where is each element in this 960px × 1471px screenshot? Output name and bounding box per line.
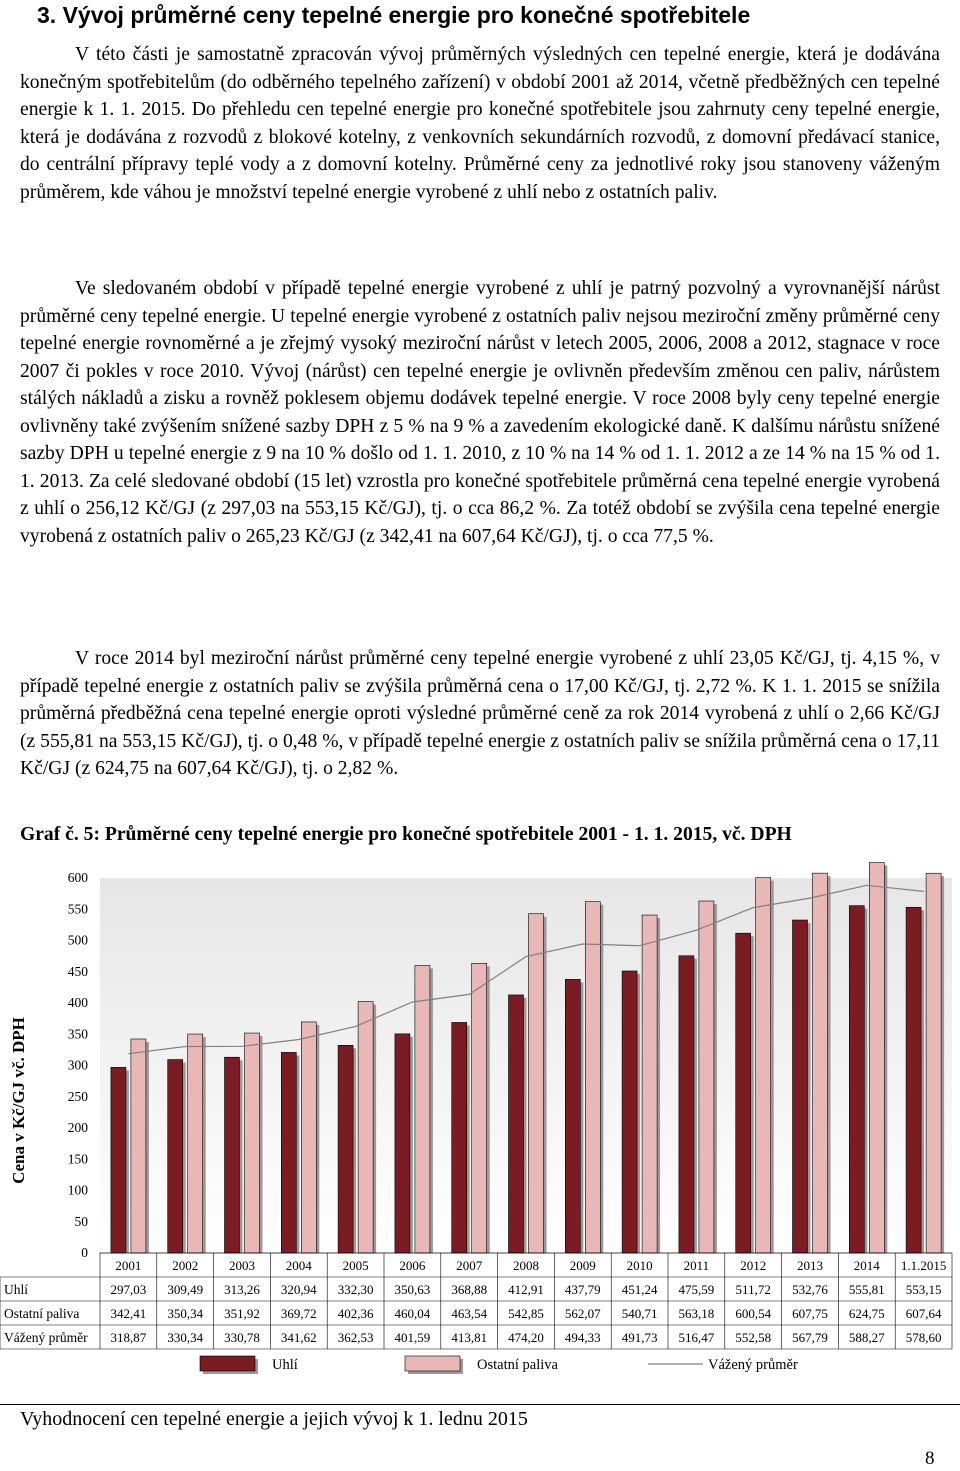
bar-ostatni-paliva: [529, 914, 544, 1253]
paragraph-development: Ve sledovaném období v případě tepelné energie vyrobené z uhlí je patrný pozvolný a vyrovnanější nárůst průměrné ceny tepelné energie. U tepelné energie vyrobené z ostatních paliv nejsou meziroční změny průměrné ceny tepelné energie rovnoměrné a je zřejmý vysoký meziroční nárůst v letech 2005, 2006, 2008 a 2012, stagnace v roce 2007 či pokles v roce 2010. Vývoj (nárůst) cen tepelné energie je ovlivněn především změnou cen paliv, nárůstem stálých nákladů a zisku a rovněž poklesem objemu dodávek tepelné energie. V roce 2008 byly ceny tepelné energie ovlivněny také zvýšením snížené sazby DPH z 5 % na 9 % a zavedením ekologické daně. K dalšímu nárůstu snížené sazby DPH u tepelné energie z 9 na 10 % došlo od 1. 1. 2010, z 10 % na 14 % od 1. 1. 2012 a ze 14 % na 15 % od 1. 1. 2013. Za celé sledované období (15 let) vzrostla pro konečné spotřebitele průměrná cena tepelné energie vyrobená z uhlí o 256,12 Kč/GJ (z 297,03 na 553,15 Kč/GJ), tj. o cca 86,2 %. Za totéž období se zvýšila cena tepelné energie vyrobená z ostatních paliv o 265,23 Kč/GJ (z 342,41 na 607,64 Kč/GJ), tj. o cca 77,5 %.: [20, 278, 940, 547]
bar-ostatni-paliva: [585, 902, 600, 1253]
y-tick-label: 450: [67, 963, 88, 979]
data-label: 463,54: [451, 1306, 488, 1321]
data-label: 578,60: [905, 1330, 942, 1345]
data-label: 313,26: [224, 1282, 260, 1297]
data-label: 600,54: [735, 1306, 772, 1321]
table-row-label: Ostatní paliva: [4, 1306, 80, 1321]
data-label: 332,30: [337, 1282, 374, 1297]
data-label: 516,47: [678, 1330, 715, 1345]
bar-ostatni-paliva: [926, 873, 941, 1253]
data-label: 368,88: [451, 1282, 488, 1297]
y-tick-label: 250: [67, 1088, 88, 1104]
data-label: 320,94: [280, 1282, 317, 1297]
bar-uhli: [509, 995, 524, 1253]
x-tick-label: 2003: [229, 1258, 255, 1273]
bar-ostatni-paliva: [301, 1022, 316, 1253]
y-tick-label: 350: [67, 1026, 88, 1042]
x-tick-label: 2005: [342, 1258, 369, 1273]
data-label: 511,72: [735, 1282, 771, 1297]
data-label: 607,75: [792, 1306, 828, 1321]
data-label: 412,91: [508, 1282, 544, 1297]
x-tick-label: 2014: [853, 1258, 880, 1273]
bar-ostatni-paliva: [813, 873, 828, 1253]
bar-uhli: [679, 956, 694, 1253]
footer-text: Vyhodnocení cen tepelné energie a jejich vývoj k 1. lednu 2015: [20, 1408, 528, 1430]
data-label: 330,34: [167, 1330, 204, 1345]
data-label: 460,04: [394, 1306, 431, 1321]
data-label: 474,20: [508, 1330, 544, 1345]
data-label: 542,85: [508, 1306, 544, 1321]
data-label: 318,87: [110, 1330, 147, 1345]
data-label: 494,33: [564, 1330, 601, 1345]
bar-uhli: [281, 1052, 296, 1253]
data-label: 553,15: [905, 1282, 942, 1297]
y-tick-label: 200: [67, 1120, 88, 1135]
footer-rule: [0, 1404, 960, 1405]
bar-uhli: [736, 933, 751, 1253]
bar-uhli: [111, 1067, 126, 1253]
data-label: 562,07: [564, 1306, 601, 1321]
x-tick-label: 1.1.2015: [900, 1258, 947, 1273]
data-label: 607,64: [905, 1306, 942, 1321]
data-label: 341,62: [280, 1330, 317, 1345]
bar-ostatni-paliva: [415, 965, 430, 1253]
bar-uhli: [395, 1034, 410, 1253]
figure-caption: Graf č. 5: Průměrné ceny tepelné energie pro konečné spotřebitele 2001 - 1. 1. 2015, vč. DPH: [20, 824, 792, 845]
y-tick-label: 150: [67, 1151, 88, 1167]
data-label: 342,41: [110, 1306, 147, 1321]
x-tick-label: 2010: [626, 1258, 653, 1273]
legend-label: Uhlí: [272, 1357, 298, 1373]
data-label: 350,34: [167, 1306, 204, 1321]
bar-uhli: [338, 1045, 353, 1253]
data-label: 563,18: [678, 1306, 715, 1321]
y-tick-label: 300: [67, 1057, 88, 1073]
bar-uhli: [622, 971, 637, 1253]
data-label: 624,75: [848, 1306, 885, 1321]
x-tick-label: 2001: [115, 1258, 142, 1273]
data-label: 567,79: [792, 1330, 828, 1345]
bar-ostatni-paliva: [756, 878, 771, 1253]
bar-ostatni-paliva: [699, 901, 714, 1253]
data-label: 330,78: [224, 1330, 260, 1345]
y-tick-label: 50: [74, 1213, 88, 1229]
bar-uhli: [849, 906, 864, 1253]
bar-ostatni-paliva: [472, 963, 487, 1253]
y-axis-title: Cena v Kč/GJ vč. DPH: [9, 1017, 28, 1184]
bar-ostatni-paliva: [131, 1039, 146, 1253]
x-tick-label: 2013: [797, 1258, 823, 1273]
data-label: 475,59: [678, 1282, 715, 1297]
y-tick-label: 100: [67, 1182, 88, 1198]
bar-uhli: [168, 1060, 183, 1253]
data-label: 540,71: [621, 1306, 658, 1321]
data-label: 297,03: [110, 1282, 147, 1297]
price-chart: [0, 860, 960, 1390]
bar-uhli: [793, 920, 808, 1253]
y-tick-label: 500: [67, 932, 88, 948]
data-label: 437,79: [564, 1282, 601, 1297]
data-label: 451,24: [621, 1282, 658, 1297]
x-tick-label: 2004: [285, 1258, 312, 1273]
y-tick-label: 600: [67, 870, 88, 885]
page-number: 8: [925, 1448, 935, 1469]
x-tick-label: 2011: [683, 1258, 710, 1273]
x-tick-label: 2006: [399, 1258, 426, 1273]
section-heading: 3. Vývoj průměrné ceny tepelné energie pro konečné spotřebitele: [37, 2, 751, 28]
legend-swatch: [405, 1356, 460, 1371]
bar-ostatni-paliva: [245, 1033, 260, 1253]
y-tick-label: 550: [67, 901, 88, 917]
data-label: 369,72: [280, 1306, 317, 1321]
data-label: 588,27: [848, 1330, 885, 1345]
data-label: 532,76: [792, 1282, 828, 1297]
x-tick-label: 2007: [456, 1258, 483, 1273]
paragraph-2014: V roce 2014 byl meziroční nárůst průměrné ceny tepelné energie vyrobené z uhlí 23,05 Kč/GJ, tj. 4,15 %, v případě tepelné energie z ostatních paliv se zvýšila průměrná cena o 17,00 Kč/GJ, tj. 2,72 %. K 1. 1. 2015 se snížila průměrná předběžná cena tepelné energie oproti výsledné průměrné ceně za rok 2014 vyrobená z uhlí o 2,66 Kč/GJ (z 555,81 na 553,15 Kč/GJ), tj. o 0,48 %, v případě tepelné energie z ostatních paliv se snížila průměrná cena o 17,11 Kč/GJ (z 624,75 na 607,64 Kč/GJ), tj. o 2,82 %.: [20, 648, 940, 779]
data-label: 351,92: [224, 1306, 260, 1321]
data-label: 552,58: [735, 1330, 772, 1345]
data-label: 401,59: [394, 1330, 431, 1345]
data-label: 413,81: [451, 1330, 488, 1345]
legend-label: Ostatní paliva: [477, 1357, 558, 1373]
y-tick-label: 400: [67, 995, 88, 1010]
data-label: 350,63: [394, 1282, 431, 1297]
bar-uhli: [565, 979, 580, 1253]
x-tick-label: 2009: [569, 1258, 596, 1273]
table-row-label: Uhlí: [4, 1282, 29, 1297]
x-tick-label: 2002: [172, 1258, 199, 1273]
x-tick-label: 2008: [513, 1258, 539, 1273]
table-row-label: Vážený průměr: [4, 1330, 88, 1345]
y-tick-label: 0: [81, 1245, 88, 1260]
data-label: 555,81: [848, 1282, 885, 1297]
paragraph-intro: V této části je samostatně zpracován vývoj průměrných výsledných cen tepelné energie, která je dodávána konečným spotřebitelům (do odběrného tepelného zařízení) v období 2001 až 2014, včetně předběžných cen tepelné energie k 1. 1. 2015. Do přehledu cen tepelné energie pro konečné spotřebitele jsou zahrnuty ceny tepelné energie, která je dodávána z rozvodů z blokové kotelny, z venkovních sekundárních rozvodů, z domovní předávací stanice, do centrální přípravy teplé vody a z domovní kotelny. Průměrné ceny za jednotlivé roky jsou stanoveny váženým průměrem, kde váhou je množství tepelné energie vyrobené z uhlí nebo z ostatních paliv.: [20, 44, 940, 203]
x-tick-label: 2012: [740, 1258, 767, 1273]
bar-uhli: [452, 1022, 467, 1253]
bar-uhli: [906, 907, 921, 1253]
bar-ostatni-paliva: [188, 1034, 203, 1253]
bar-ostatni-paliva: [642, 915, 657, 1253]
bar-ostatni-paliva: [358, 1002, 373, 1253]
data-label: 309,49: [167, 1282, 204, 1297]
legend-swatch: [200, 1356, 255, 1371]
legend-label: Vážený průměr: [708, 1357, 798, 1373]
bar-ostatni-paliva: [869, 863, 884, 1253]
data-label: 491,73: [621, 1330, 658, 1345]
bar-uhli: [225, 1057, 240, 1253]
data-label: 402,36: [337, 1306, 374, 1321]
data-label: 362,53: [337, 1330, 374, 1345]
